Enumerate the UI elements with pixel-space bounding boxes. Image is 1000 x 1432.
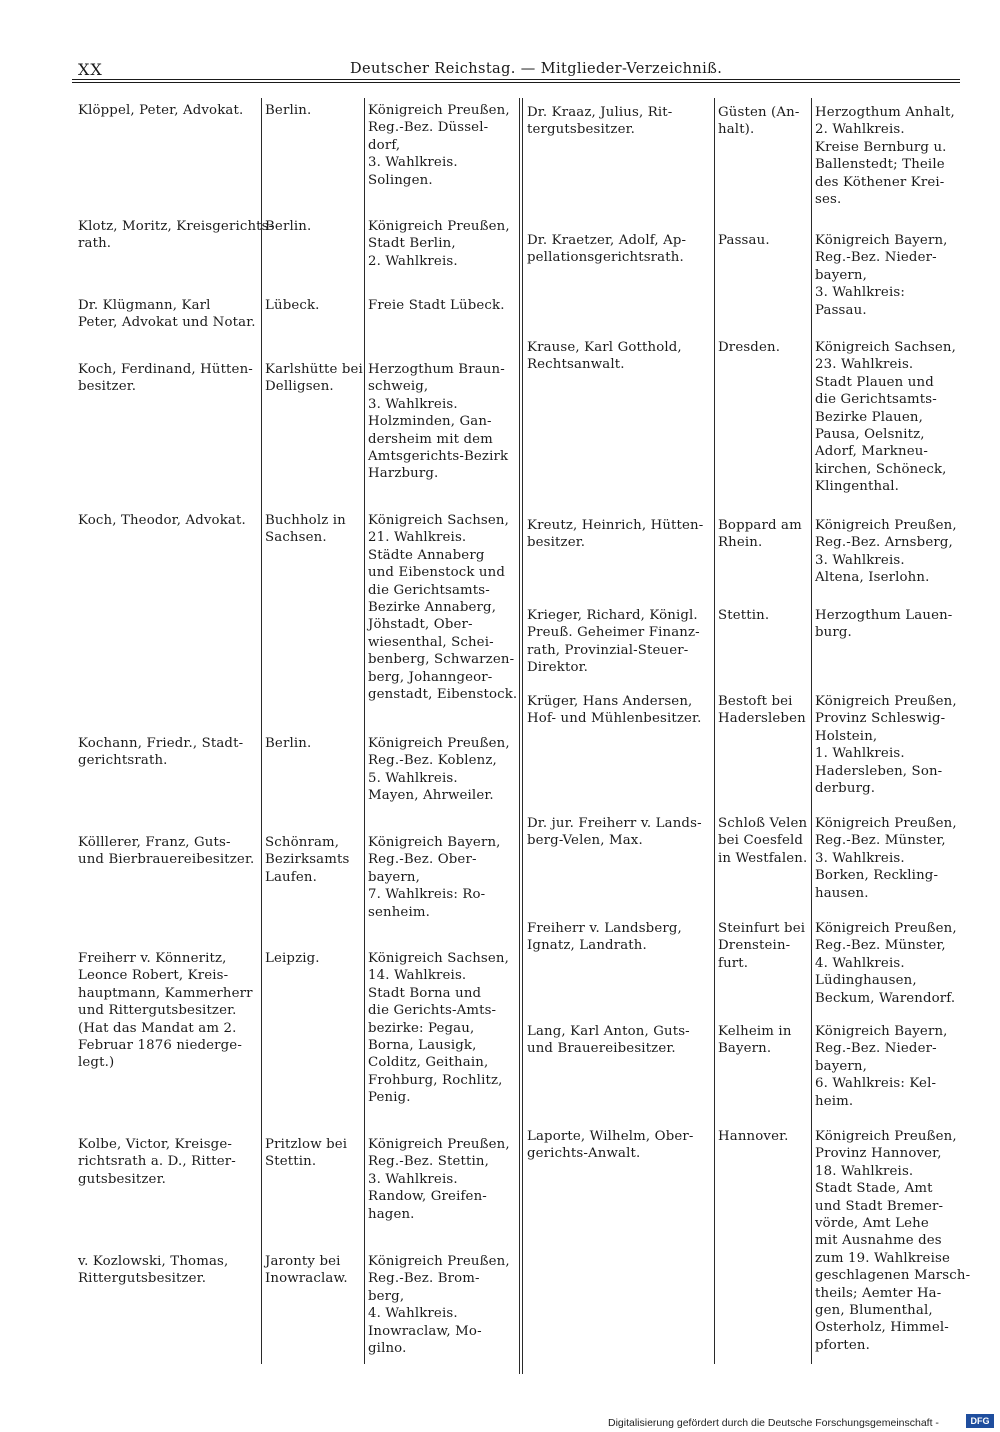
header-rule bbox=[72, 79, 960, 80]
entry-residence: Hannover. bbox=[718, 1129, 789, 1144]
entry-constituency: Königreich Preußen, Reg.-Bez. Stettin, 3. Wahlkreis. Randow, Greifen- hagen. bbox=[368, 1137, 510, 1222]
entry-constituency: Königreich Bayern, Reg.-Bez. Ober- bayern, 7. Wahlkreis: Ro- senheim. bbox=[368, 835, 501, 920]
entry-residence: Lübeck. bbox=[265, 298, 320, 313]
entry-constituency: Königreich Preußen, Reg.-Bez. Brom- berg, 4. Wahlkreis. Inowraclaw, Mo- gilno. bbox=[368, 1254, 510, 1357]
entry-name: Kölllerer, Franz, Guts- und Bierbrauereibesitzer. bbox=[78, 835, 255, 868]
entry-residence: Berlin. bbox=[265, 736, 312, 751]
entry-residence: Güsten (An- halt). bbox=[718, 105, 800, 138]
column-divider bbox=[522, 98, 523, 1374]
entry-constituency: Königreich Preußen, Provinz Hannover, 18. Wahlkreis. Stadt Stade, Amt und Stadt Bremer- vörde, Amt Lehe mit Ausnahme des zum 19. Wahlkreise geschlagenen Marsch- theils; Aemter Ha- gen, Blumenthal, Osterholz, Himmel- pforten. bbox=[815, 1129, 971, 1353]
entry-constituency: Königreich Bayern, Reg.-Bez. Nieder- bayern, 6. Wahlkreis: Kel- heim. bbox=[815, 1024, 948, 1109]
entry-name: Krieger, Richard, Königl. Preuß. Geheimer Finanz- rath, Provinzial-Steuer- Direktor. bbox=[527, 608, 700, 676]
dfg-logo: DFG bbox=[966, 1414, 994, 1428]
entry-residence: Schönram, Bezirksamts Laufen. bbox=[265, 835, 350, 885]
entry-constituency: Herzogthum Lauen- burg. bbox=[815, 608, 953, 641]
entry-residence: Leipzig. bbox=[265, 951, 320, 966]
entry-constituency: Königreich Sachsen, 21. Wahlkreis. Städte Annaberg und Eibenstock und die Gerichtsamts- Bezirke Annaberg, Jöhstadt, Ober- wiesenthal, Schei- benberg, Schwarzen- berg, Johanngeor- genstadt, Eibenstock. bbox=[368, 513, 518, 703]
entry-name: Laporte, Wilhelm, Ober- gerichts-Anwalt. bbox=[527, 1129, 694, 1162]
entry-residence: Buchholz in Sachsen. bbox=[265, 513, 346, 546]
column-divider bbox=[811, 98, 812, 1364]
entry-name: Freiherr v. Landsberg, Ignatz, Landrath. bbox=[527, 921, 682, 954]
entry-name: Krause, Karl Gotthold, Rechtsanwalt. bbox=[527, 340, 682, 373]
footer-funding-note: Digitalisierung gefördert durch die Deutsche Forschungsgemeinschaft - bbox=[608, 1417, 939, 1429]
column-divider bbox=[519, 98, 520, 1374]
entry-residence: Stettin. bbox=[718, 608, 770, 623]
entry-name: Kochann, Friedr., Stadt- gerichtsrath. bbox=[78, 736, 244, 769]
entry-residence: Steinfurt bei Drenstein- furt. bbox=[718, 921, 806, 971]
entry-constituency: Königreich Preußen, Reg.-Bez. Münster, 3. Wahlkreis. Borken, Reckling- hausen. bbox=[815, 816, 957, 901]
column-divider bbox=[261, 98, 262, 1364]
entry-constituency: Königreich Sachsen, 14. Wahlkreis. Stadt Borna und die Gerichts-Amts- bezirke: Pegau, Borna, Lausigk, Colditz, Geithain, Frohburg, Rochlitz, Penig. bbox=[368, 951, 510, 1106]
entry-name: Dr. Kraetzer, Adolf, Ap- pellationsgerichtsrath. bbox=[527, 233, 687, 266]
entry-constituency: Freie Stadt Lübeck. bbox=[368, 298, 505, 313]
entry-name: Kreutz, Heinrich, Hütten- besitzer. bbox=[527, 518, 704, 551]
page-number: XX bbox=[78, 60, 103, 79]
entry-residence: Pritzlow bei Stettin. bbox=[265, 1137, 348, 1170]
entry-constituency: Königreich Preußen, Reg.-Bez. Düssel- dorf, 3. Wahlkreis. Solingen. bbox=[368, 103, 510, 188]
entry-constituency: Königreich Bayern, Reg.-Bez. Nieder- bayern, 3. Wahlkreis: Passau. bbox=[815, 233, 948, 318]
entry-residence: Schloß Velen bei Coesfeld in Westfalen. bbox=[718, 816, 808, 866]
entry-constituency: Herzogthum Anhalt, 2. Wahlkreis. Kreise Bernburg u. Ballenstedt; Theile des Köthener Krei- ses. bbox=[815, 105, 955, 208]
entry-residence: Boppard am Rhein. bbox=[718, 518, 802, 551]
entry-name: Dr. jur. Freiherr v. Lands- berg-Velen, Max. bbox=[527, 816, 702, 849]
entry-name: Dr. Kraaz, Julius, Rit- tergutsbesitzer. bbox=[527, 105, 673, 138]
entry-constituency: Königreich Preußen, Stadt Berlin, 2. Wahlkreis. bbox=[368, 219, 510, 269]
entry-residence: Karlshütte bei Delligsen. bbox=[265, 362, 363, 395]
entry-residence: Jaronty bei Inowraclaw. bbox=[265, 1254, 348, 1287]
entry-residence: Dresden. bbox=[718, 340, 781, 355]
entry-name: Klöppel, Peter, Advokat. bbox=[78, 103, 244, 118]
entry-constituency: Königreich Preußen, Reg.-Bez. Arnsberg, 3. Wahlkreis. Altena, Iserlohn. bbox=[815, 518, 957, 586]
entry-name: Lang, Karl Anton, Guts- und Brauereibesitzer. bbox=[527, 1024, 690, 1057]
entry-name: Koch, Ferdinand, Hütten- besitzer. bbox=[78, 362, 253, 395]
header-rule-second bbox=[72, 82, 960, 83]
entry-constituency: Königreich Sachsen, 23. Wahlkreis. Stadt Plauen und die Gerichtsamts- Bezirke Plauen, Pausa, Oelsnitz, Adorf, Markneu- kirchen, Schöneck, Klingenthal. bbox=[815, 340, 957, 495]
entry-name: Kolbe, Victor, Kreisge- richtsrath a. D., Ritter- gutsbesitzer. bbox=[78, 1137, 236, 1187]
entry-name: Freiherr v. Könneritz, Leonce Robert, Kreis- hauptmann, Kammerherr und Rittergutsbesitzer. (Hat das Mandat am 2. Februar 1876 niederge- legt.) bbox=[78, 951, 253, 1071]
entry-residence: Berlin. bbox=[265, 103, 312, 118]
entry-constituency: Königreich Preußen, Provinz Schleswig- Holstein, 1. Wahlkreis. Hadersleben, Son- derburg. bbox=[815, 694, 957, 797]
entry-name: v. Kozlowski, Thomas, Rittergutsbesitzer. bbox=[78, 1254, 229, 1287]
entry-residence: Kelheim in Bayern. bbox=[718, 1024, 792, 1057]
entry-constituency: Königreich Preußen, Reg.-Bez. Koblenz, 5. Wahlkreis. Mayen, Ahrweiler. bbox=[368, 736, 510, 804]
entry-name: Klotz, Moritz, Kreisgerichts- rath. bbox=[78, 219, 274, 252]
column-divider bbox=[364, 98, 365, 1364]
running-head: Deutscher Reichstag. — Mitglieder-Verzeichniß. bbox=[350, 61, 723, 77]
entry-constituency: Königreich Preußen, Reg.-Bez. Münster, 4. Wahlkreis. Lüdinghausen, Beckum, Warendorf. bbox=[815, 921, 957, 1006]
entry-constituency: Herzogthum Braun- schweig, 3. Wahlkreis. Holzminden, Gan- dersheim mit dem Amtsgerichts-Bezirk Harzburg. bbox=[368, 362, 509, 482]
column-divider bbox=[714, 98, 715, 1364]
entry-name: Koch, Theodor, Advokat. bbox=[78, 513, 246, 528]
entry-name: Krüger, Hans Andersen, Hof- und Mühlenbesitzer. bbox=[527, 694, 702, 727]
entry-residence: Berlin. bbox=[265, 219, 312, 234]
entry-name: Dr. Klügmann, Karl Peter, Advokat und Notar. bbox=[78, 298, 256, 331]
entry-residence: Passau. bbox=[718, 233, 770, 248]
entry-residence: Bestoft bei Hadersleben bbox=[718, 694, 806, 727]
